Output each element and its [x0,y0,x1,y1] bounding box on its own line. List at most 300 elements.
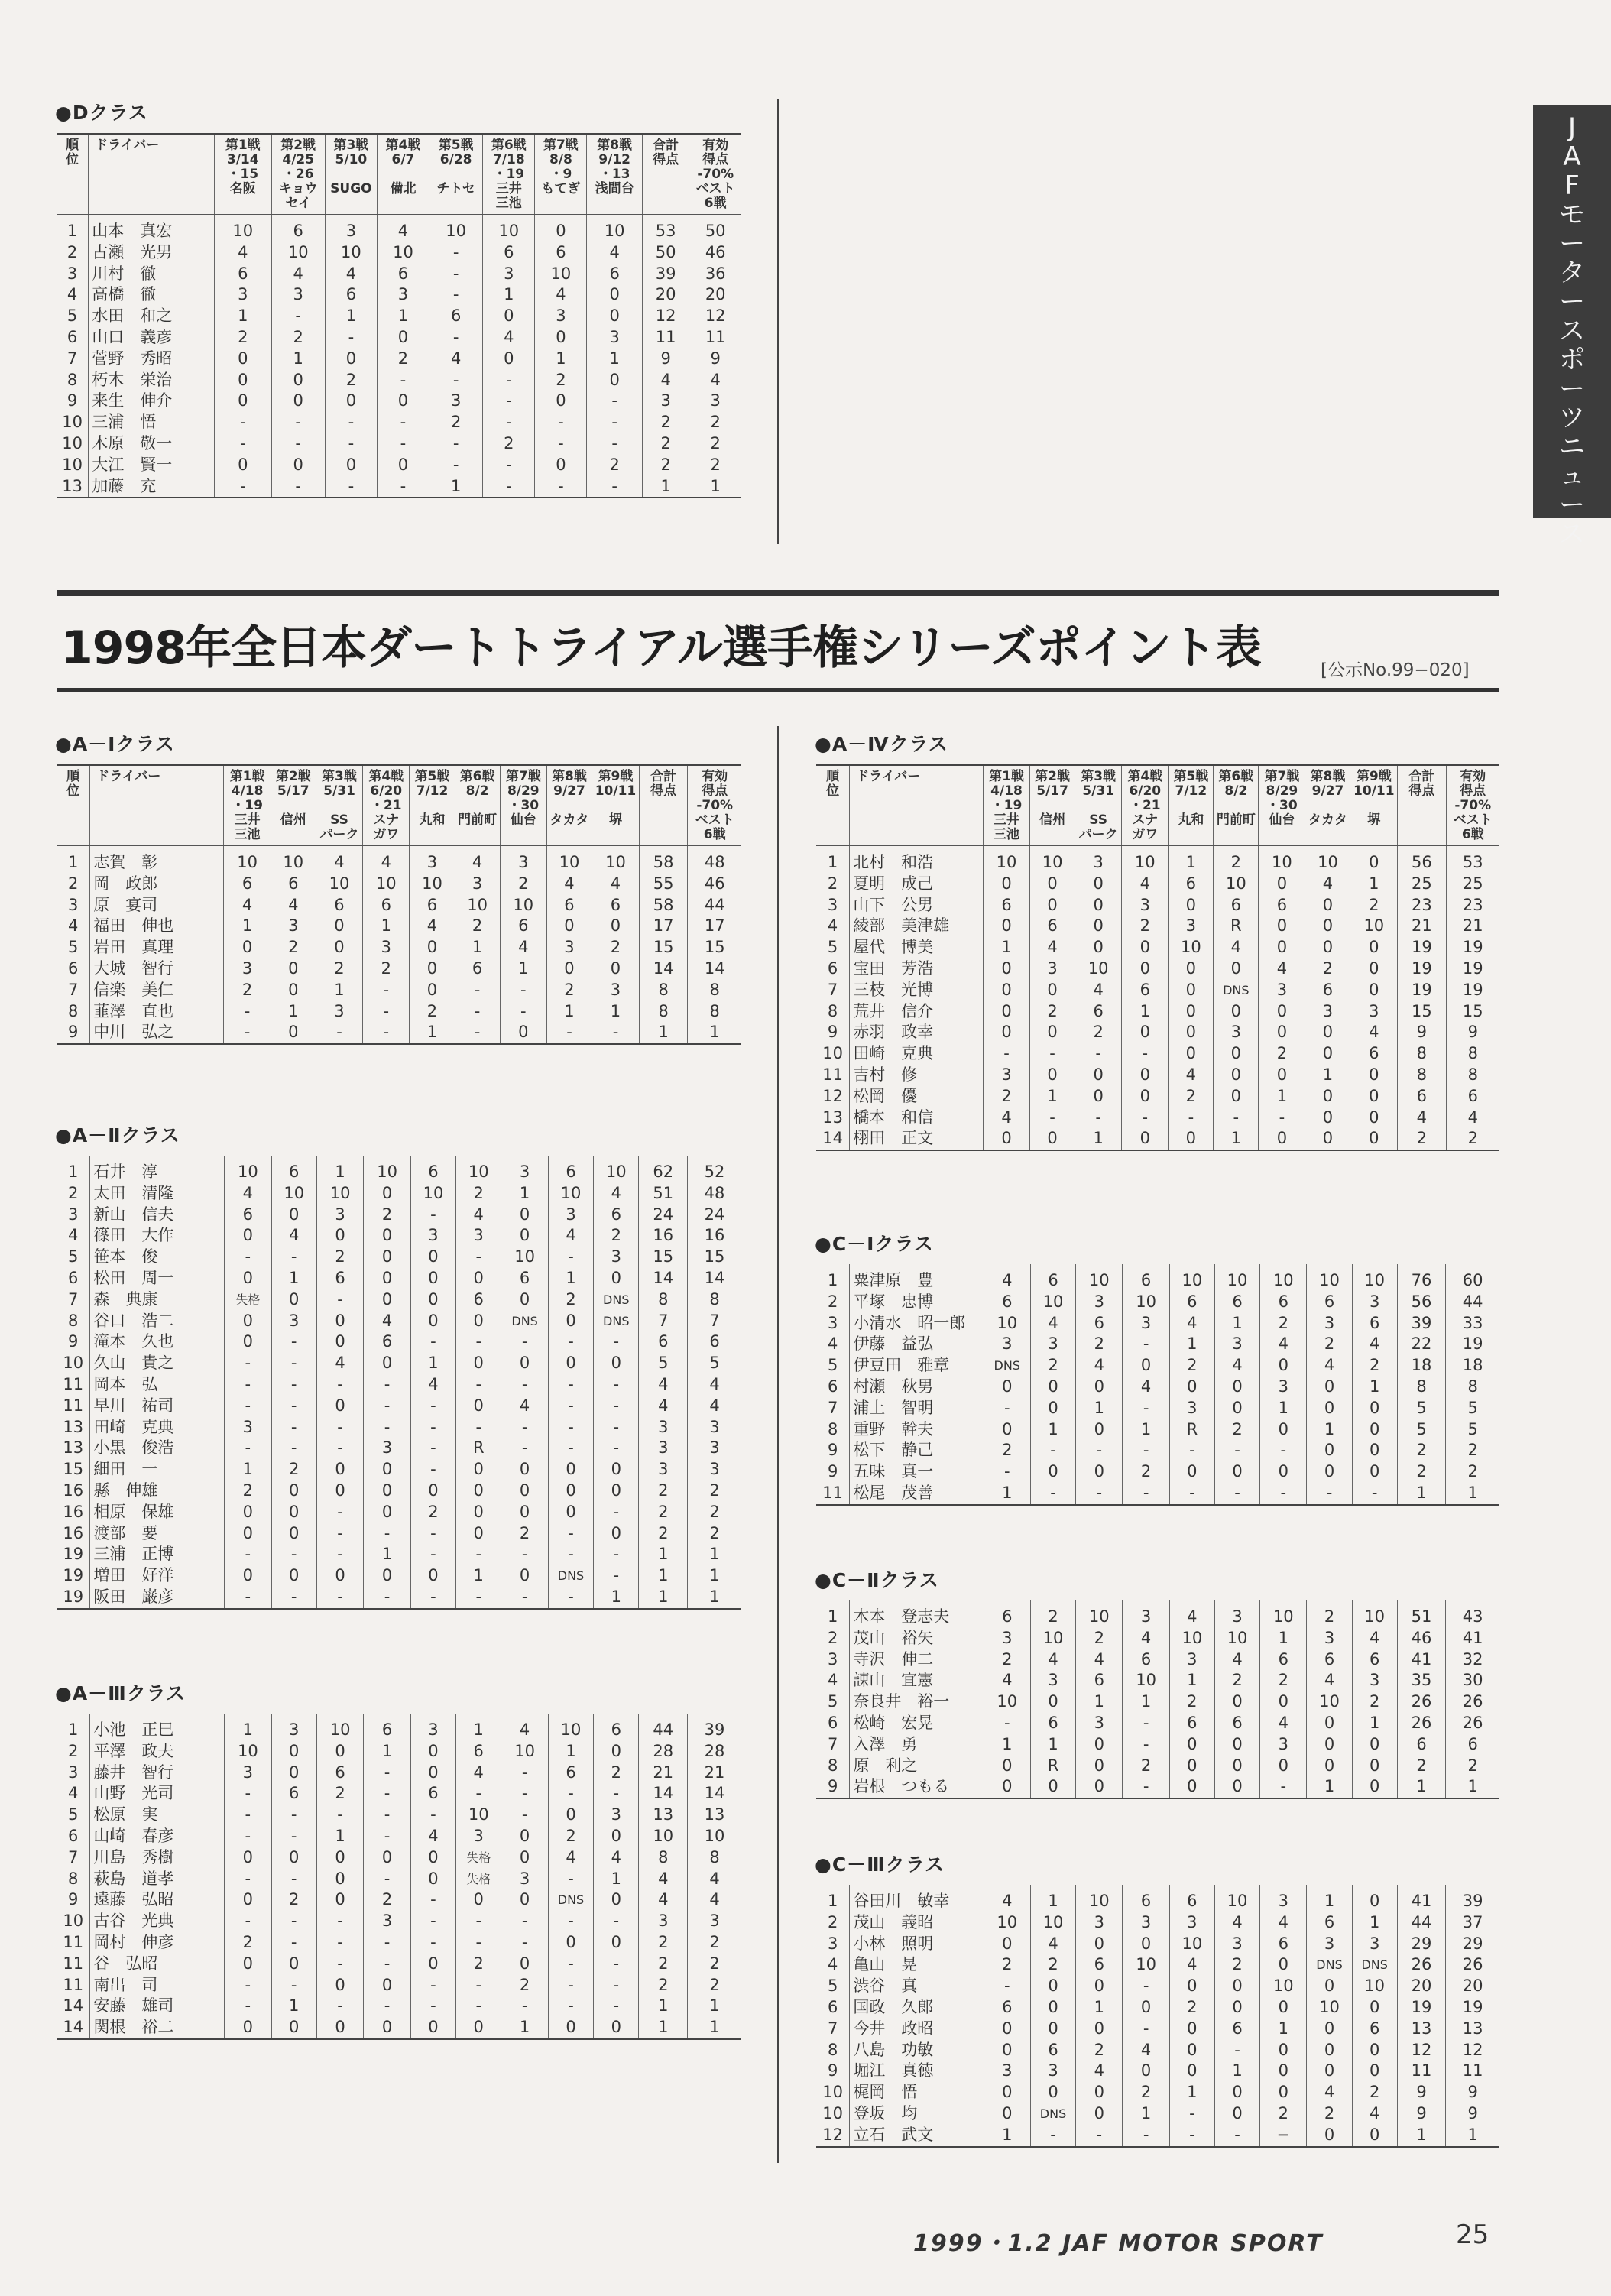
points-cell: 2 [271,1459,316,1480]
points-cell: - [548,1587,593,1609]
driver-cell: 宝田 芳浩 [850,958,984,980]
points-cell: 1 [1352,1377,1397,1398]
driver-cell: 今井 政昭 [850,2019,984,2040]
points-cell: 16 [639,1225,688,1247]
points-cell: 6 [548,1156,593,1183]
points-cell: 6 [1123,1264,1169,1292]
rank-cell: 6 [827,1713,838,1732]
points-cell: - [325,412,377,433]
points-cell: 44 [1446,1292,1499,1313]
points-cell: - [456,1544,501,1565]
points-cell: 0 [1350,846,1398,874]
points-cell: 10 [456,1156,501,1183]
table-row [816,916,1499,937]
points-cell: 0 [316,2017,363,2039]
rank-cell: 11 [63,1932,84,1951]
points-cell: - [1260,1440,1307,1461]
points-cell: 0 [225,1847,271,1869]
points-cell: 0 [984,2040,1030,2061]
points-cell: - [1030,1043,1075,1065]
points-cell: 0 [271,1763,316,1784]
driver-cell: 縣 伸雄 [90,1480,225,1502]
points-cell: 1 [1169,1334,1214,1355]
rank-cell: 9 [68,1332,79,1351]
points-cell: - [1214,1440,1259,1461]
table-row [57,215,741,242]
points-cell: 6 [410,1783,455,1805]
driver-cell: 原 利之 [850,1756,984,1777]
points-cell: 1 [984,2125,1030,2147]
points-cell: 0 [594,1480,639,1502]
points-cell: 0 [984,1377,1030,1398]
rank-cell: 1 [827,1607,838,1626]
points-cell: 1 [1214,1313,1259,1334]
points-cell: - [456,1374,501,1396]
points-cell: 28 [639,1741,688,1763]
points-cell: 10 [984,1313,1030,1334]
points-cell: 3 [429,391,483,412]
points-cell: 0 [316,937,362,958]
points-cell: 2 [1123,1461,1169,1483]
points-cell: 2 [483,433,535,455]
rank-cell: 10 [63,1354,84,1373]
points-cell: 10 [364,1156,410,1183]
points-cell: 3 [1122,895,1169,916]
points-cell: 0 [225,1502,271,1523]
points-cell: 4 [1076,2061,1123,2082]
points-cell: 2 [548,1826,593,1847]
points-cell: 0 [1122,937,1169,958]
driver-cell: 松岡 優 [850,1086,984,1107]
points-cell: - [271,1805,316,1826]
points-cell: R [1169,1419,1214,1441]
points-cell: 0 [594,2017,639,2039]
points-cell: 21 [1446,916,1499,937]
rank-cell: 3 [827,1649,838,1668]
points-cell: 3 [594,1247,639,1268]
points-cell: 2 [1214,1419,1259,1441]
points-cell: 0 [1352,1734,1397,1756]
points-cell: 0 [1169,1022,1214,1043]
points-cell: 0 [410,980,455,1001]
points-cell: 10 [1305,846,1350,874]
table-row [816,1107,1499,1129]
points-cell: 0 [214,391,271,412]
points-cell: 4 [1305,874,1350,895]
points-cell: 6 [1307,1649,1352,1671]
points-cell: 0 [1076,1776,1123,1798]
rank-cell: 4 [66,285,78,304]
table-row [816,846,1499,874]
points-cell: 0 [1030,1976,1075,1997]
points-cell: 14 [639,1783,688,1805]
points-cell: 0 [1214,1086,1259,1107]
side-tab-char: モ [1559,199,1585,230]
points-cell: 2 [587,455,642,476]
points-cell: 3 [984,1628,1030,1649]
points-cell: 2 [316,1783,363,1805]
points-cell: 4 [316,846,362,874]
rank-cell: 10 [62,413,83,432]
rank-cell: 2 [66,242,78,261]
points-cell: 1 [214,306,271,327]
points-cell: 5 [1397,1398,1446,1419]
rank-cell: 16 [63,1502,84,1521]
driver-cell: 村瀬 秋男 [850,1377,984,1398]
points-cell: 0 [214,455,271,476]
points-cell: 0 [1030,1398,1075,1419]
points-cell: 1 [689,476,741,498]
column-header: 合計 得点 [642,134,689,215]
table-row [57,980,741,1001]
driver-cell: 古瀬 光男 [89,242,215,264]
points-cell: 10 [455,895,500,916]
table-row [57,2017,741,2039]
points-cell: 0 [1259,916,1305,937]
points-cell: 0 [501,1565,548,1587]
points-cell: 25 [1446,874,1499,895]
points-cell: 6 [1307,1912,1352,1934]
points-cell: DNS [1307,1954,1352,1976]
points-cell: - [548,1954,593,1975]
points-cell: 4 [1123,1628,1169,1649]
points-cell: - [225,1247,271,1268]
points-cell: DNS [548,1889,593,1911]
points-cell: 0 [316,1565,363,1587]
points-cell: 2 [1123,1756,1169,1777]
points-cell: - [1122,1107,1169,1129]
points-cell: 13 [688,1805,741,1826]
points-cell: 1 [1397,1776,1446,1798]
points-cell: 0 [548,1459,593,1480]
points-cell: 0 [410,1289,455,1311]
points-cell: 7 [688,1311,741,1332]
points-cell: 6 [1352,1649,1397,1671]
points-cell: 1 [1307,1885,1352,1912]
points-cell: 1 [1352,1912,1397,1934]
c2-class-table [816,1600,1499,1799]
points-cell: 2 [364,1205,410,1226]
points-cell: - [271,1353,316,1374]
points-cell: - [592,1022,640,1044]
points-cell: 0 [1352,1398,1397,1419]
points-cell: 0 [316,1311,363,1332]
rank-cell: 9 [827,1441,838,1460]
points-cell: 21 [688,1763,741,1784]
points-cell: 3 [501,1869,548,1890]
points-cell: 46 [1397,1628,1446,1649]
points-cell: 2 [1446,1756,1499,1777]
table-row [816,1065,1499,1086]
points-cell: 48 [688,846,741,874]
table-row [57,264,741,285]
points-cell: - [501,1417,548,1438]
points-cell: 2 [410,1001,455,1023]
points-cell: 1 [642,476,689,498]
points-cell: 4 [1307,1670,1352,1691]
points-cell: 9 [1397,2103,1446,2125]
points-cell: - [546,1022,592,1044]
points-cell: 4 [271,264,325,285]
points-cell: 1 [225,1459,271,1480]
points-cell: 41 [1397,1649,1446,1671]
points-cell: 41 [1397,1885,1446,1912]
points-cell: - [225,1374,271,1396]
points-cell: 0 [535,391,587,412]
points-cell: - [225,1805,271,1826]
points-cell: 0 [1259,874,1305,895]
points-cell: 3 [1214,1022,1259,1043]
points-cell: 0 [316,1975,363,1996]
points-cell: 0 [316,1459,363,1480]
points-cell: - [316,1996,363,2017]
column-header: 第1戦 4/18 ・19 三井 三池 [224,765,271,846]
points-cell: 46 [688,874,741,895]
column-header: 第5戦 7/12 丸和 [410,765,455,846]
points-cell: 0 [1259,1065,1305,1086]
points-cell: 43 [1446,1600,1499,1628]
points-cell: - [225,1544,271,1565]
points-cell: - [364,1523,410,1545]
points-cell: - [1030,1483,1075,1505]
points-cell: 0 [1123,1934,1169,1955]
points-cell: 4 [214,242,271,264]
points-cell: 1 [639,1996,688,2017]
points-cell: 0 [271,1741,316,1763]
points-cell: - [429,327,483,349]
points-cell: - [1030,1107,1075,1129]
points-cell: - [271,1544,316,1565]
points-cell: 2 [501,1523,548,1545]
driver-cell: 松崎 宏晃 [850,1713,984,1734]
points-cell: - [364,1417,410,1438]
points-cell: 0 [410,2017,455,2039]
points-cell: 1 [535,349,587,370]
points-cell: 4 [410,1826,455,1847]
points-cell: 23 [1446,895,1499,916]
points-cell: 0 [1169,895,1214,916]
points-cell: 0 [1075,1086,1122,1107]
points-cell: 0 [225,1954,271,1975]
points-cell: 4 [535,284,587,306]
rank-cell: 11 [822,1065,843,1084]
points-cell: - [377,433,429,455]
points-cell: 10 [316,874,362,895]
points-cell: 3 [1076,1912,1123,1934]
points-cell: 26 [1397,1954,1446,1976]
points-cell: 0 [546,916,592,937]
points-cell: 2 [224,980,271,1001]
points-cell: - [456,1247,501,1268]
points-cell: - [377,370,429,391]
points-cell: - [271,412,325,433]
points-cell: 1 [429,476,483,498]
points-cell: 3 [688,1438,741,1459]
rank-cell: 7 [68,1289,79,1309]
points-cell: - [456,1783,501,1805]
rank-cell: 16 [63,1480,84,1500]
points-cell: 10 [325,242,377,264]
rank-cell: 2 [68,1183,79,1202]
rank-cell: 3 [68,1763,79,1782]
points-cell: 9 [642,349,689,370]
points-cell: - [271,1247,316,1268]
points-cell: 36 [689,264,741,285]
table-row [816,895,1499,916]
points-cell: 14 [639,1268,688,1289]
points-cell: 6 [594,1714,639,1741]
points-cell: 0 [1350,1107,1398,1129]
points-cell: 4 [1169,1313,1214,1334]
points-cell: 4 [271,895,316,916]
points-cell: 10 [377,242,429,264]
points-cell: 10 [1030,1292,1075,1313]
points-cell: 8 [1397,1377,1446,1398]
points-cell: 4 [1076,1649,1123,1671]
rank-cell: 11 [816,1483,850,1505]
points-cell: 44 [1397,1912,1446,1934]
points-cell: 6 [1446,1086,1499,1107]
points-cell: 15 [1398,1001,1446,1023]
points-cell: 9 [1398,1022,1446,1043]
points-cell: - [501,1544,548,1565]
points-cell: 2 [456,1183,501,1205]
points-cell: 0 [1169,1776,1214,1798]
points-cell: 4 [455,846,500,874]
points-cell: 6 [1214,1292,1259,1313]
driver-cell: 小池 正巳 [90,1714,225,1741]
points-cell: - [501,1763,548,1784]
points-cell: - [1169,1107,1214,1129]
points-cell: - [1214,1483,1259,1505]
points-cell: - [501,1805,548,1826]
points-cell: 10 [271,846,316,874]
points-cell: - [483,391,535,412]
points-cell: 1 [548,1741,593,1763]
points-cell: - [1075,1107,1122,1129]
points-cell: 4 [639,1869,688,1890]
points-cell: 2 [316,958,362,980]
side-tab-char: ポ [1559,345,1585,375]
points-cell: 2 [1305,958,1350,980]
rank-cell: 9 [827,1023,838,1042]
points-cell: 0 [483,306,535,327]
points-cell: 12 [1397,2040,1446,2061]
title-rule-top [57,590,1499,596]
points-cell: 3 [1169,1398,1214,1419]
table-row [816,1885,1499,1912]
driver-cell: 三浦 悟 [89,412,215,433]
points-cell: 0 [316,1225,363,1247]
table-row [816,1912,1499,1934]
rank-cell: 14 [816,1128,850,1150]
points-cell: 2 [1214,846,1259,874]
points-cell: 0 [1169,1756,1214,1777]
points-cell: 0 [548,1805,593,1826]
points-cell: 0 [271,1022,316,1044]
points-cell: 2 [1260,1670,1307,1691]
column-divider-bottom [777,726,779,2163]
points-cell: 3 [455,874,500,895]
points-cell: - [225,1587,271,1609]
points-cell: 0 [1169,2061,1214,2082]
points-cell: 6 [1259,895,1305,916]
points-cell: 2 [1214,1670,1259,1691]
points-cell: - [587,412,642,433]
points-cell: 6 [1169,1292,1214,1313]
points-cell: 8 [639,1001,687,1023]
points-cell: 2 [1446,1440,1499,1461]
points-cell: 10 [363,874,410,895]
points-cell: - [271,306,325,327]
points-cell: - [500,1001,546,1023]
points-cell: 3 [1169,1912,1214,1934]
rank-cell: 13 [63,1417,84,1436]
points-cell: 0 [548,1502,593,1523]
points-cell: 19 [1397,1997,1446,2019]
points-cell: 0 [1307,1398,1352,1419]
points-cell: 2 [984,1954,1030,1976]
points-cell: 1 [639,1587,688,1609]
points-cell: 6 [592,895,640,916]
points-cell: 58 [639,846,687,874]
driver-cell: 浦上 智明 [850,1398,984,1419]
driver-cell: 谷 弘昭 [90,1954,225,1975]
column-header: 第5戦 7/12 丸和 [1169,765,1214,846]
table-row [57,476,741,498]
points-cell: 6 [225,1205,271,1226]
points-cell: 0 [983,1128,1029,1150]
a4-class-table [816,764,1499,1151]
points-cell: 1 [455,937,500,958]
points-cell: 0 [1169,1976,1214,1997]
points-cell: 2 [984,1440,1030,1461]
points-cell: 7 [639,1311,688,1332]
points-cell: 0 [983,874,1029,895]
points-cell: 0 [1214,1997,1259,2019]
points-cell: 3 [1214,1600,1259,1628]
points-cell: 3 [1352,1670,1397,1691]
points-cell: DNS [594,1289,639,1311]
points-cell: 0 [984,2082,1030,2103]
points-cell: 3 [1030,1334,1075,1355]
points-cell: 4 [1030,937,1075,958]
driver-cell: 福田 伸也 [90,916,224,937]
points-cell: - [225,1911,271,1932]
points-cell: - [594,1544,639,1565]
points-cell: 10 [1214,1264,1259,1292]
points-cell: 1 [410,1353,455,1374]
column-header: 第3戦 5/10 SUGO [325,134,377,215]
points-cell: 3 [1307,1313,1352,1334]
points-cell: 2 [639,1502,688,1523]
points-cell: R [1214,916,1259,937]
table-row [57,327,741,349]
points-cell: - [501,1374,548,1396]
points-cell: 2 [642,433,689,455]
points-cell: 0 [1305,937,1350,958]
points-cell: 0 [1075,874,1122,895]
points-cell: - [214,433,271,455]
c2-class-title: ●C－Ⅱクラス [815,1569,939,1591]
points-cell: 24 [639,1205,688,1226]
driver-cell: 奈良井 裕一 [850,1691,984,1713]
points-cell: 10 [548,1714,593,1741]
points-cell: 3 [1307,1934,1352,1955]
points-cell: 5 [688,1353,741,1374]
points-cell: 6 [1076,1954,1123,1976]
points-cell: - [410,1805,455,1826]
